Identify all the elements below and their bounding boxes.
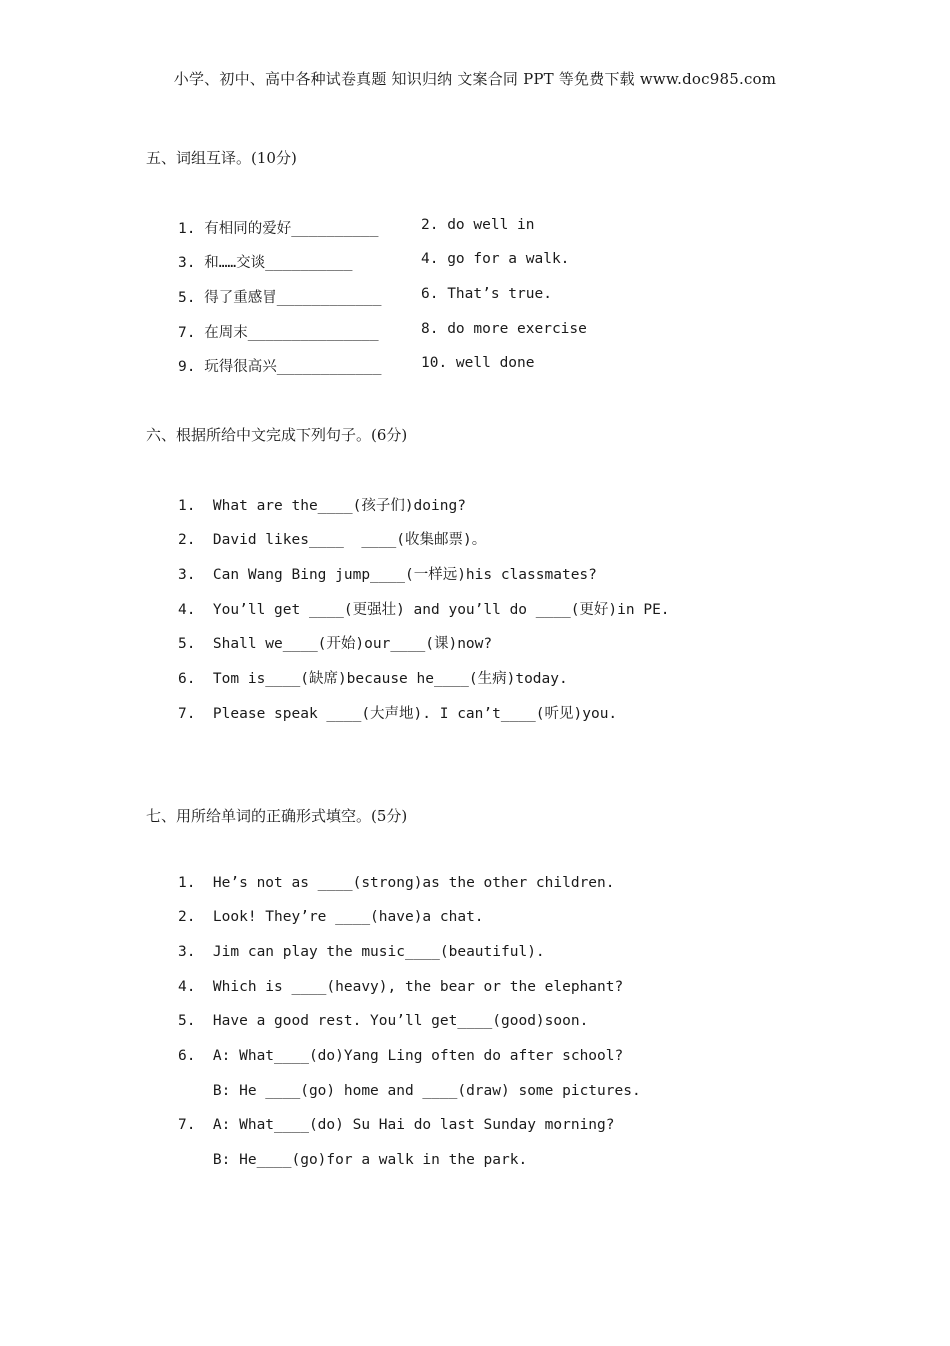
s6-item-5: 5. Shall we____(开始)our____(课)now?: [178, 636, 493, 652]
s7-item-4: 4. Which is ____(heavy), the bear or the elephant?: [178, 979, 624, 995]
s5-left-2: 3. 和……交谈__________: [178, 255, 353, 271]
s7-item-6b: B: He ____(go) home and ____(draw) some pictures.: [178, 1083, 641, 1099]
s5-left-3: 5. 得了重感冒____________: [178, 290, 382, 306]
s5-right-1: 2. do well in: [421, 217, 535, 233]
section-7-title: 七、用所给单词的正确形式填空。(5分): [146, 807, 408, 825]
s5-right-5: 10. well done: [421, 355, 535, 371]
s7-item-7a: 7. A: What____(do) Su Hai do last Sunday morning?: [178, 1117, 615, 1133]
s7-item-7b: B: He____(go)for a walk in the park.: [178, 1152, 528, 1168]
s5-left-1: 1. 有相同的爱好__________: [178, 221, 379, 237]
s6-item-1: 1. What are the____(孩子们)doing?: [178, 498, 466, 514]
s7-item-6a: 6. A: What____(do)Yang Ling often do after school?: [178, 1048, 624, 1064]
s6-item-2: 2. David likes____ ____(收集邮票)。: [178, 532, 487, 548]
section-6-title: 六、根据所给中文完成下列句子。(6分): [146, 426, 408, 444]
s7-item-5: 5. Have a good rest. You’ll get____(good)soon.: [178, 1013, 589, 1029]
s7-item-2: 2. Look! They’re ____(have)a chat.: [178, 909, 484, 925]
s6-item-7: 7. Please speak ____(大声地). I can’t____(听见)you.: [178, 706, 618, 722]
s5-right-3: 6. That’s true.: [421, 286, 552, 302]
s6-item-3: 3. Can Wang Bing jump____(一样远)his classmates?: [178, 567, 597, 583]
s7-item-1: 1. He’s not as ____(strong)as the other children.: [178, 875, 615, 891]
s6-item-4: 4. You’ll get ____(更强壮) and you’ll do ____(更好)in PE.: [178, 602, 670, 618]
s5-right-2: 4. go for a walk.: [421, 251, 570, 267]
s5-left-4: 7. 在周末_______________: [178, 325, 379, 341]
s5-left-5: 9. 玩得很高兴____________: [178, 359, 382, 375]
s5-right-4: 8. do more exercise: [421, 321, 587, 337]
section-5-title: 五、词组互译。(10分): [146, 149, 297, 167]
s6-item-6: 6. Tom is____(缺席)because he____(生病)today.: [178, 671, 568, 687]
s7-item-3: 3. Jim can play the music____(beautiful).: [178, 944, 545, 960]
page-header: 小学、初中、高中各种试卷真题 知识归纳 文案合同 PPT 等免费下载 www.doc985.com: [173, 70, 777, 88]
